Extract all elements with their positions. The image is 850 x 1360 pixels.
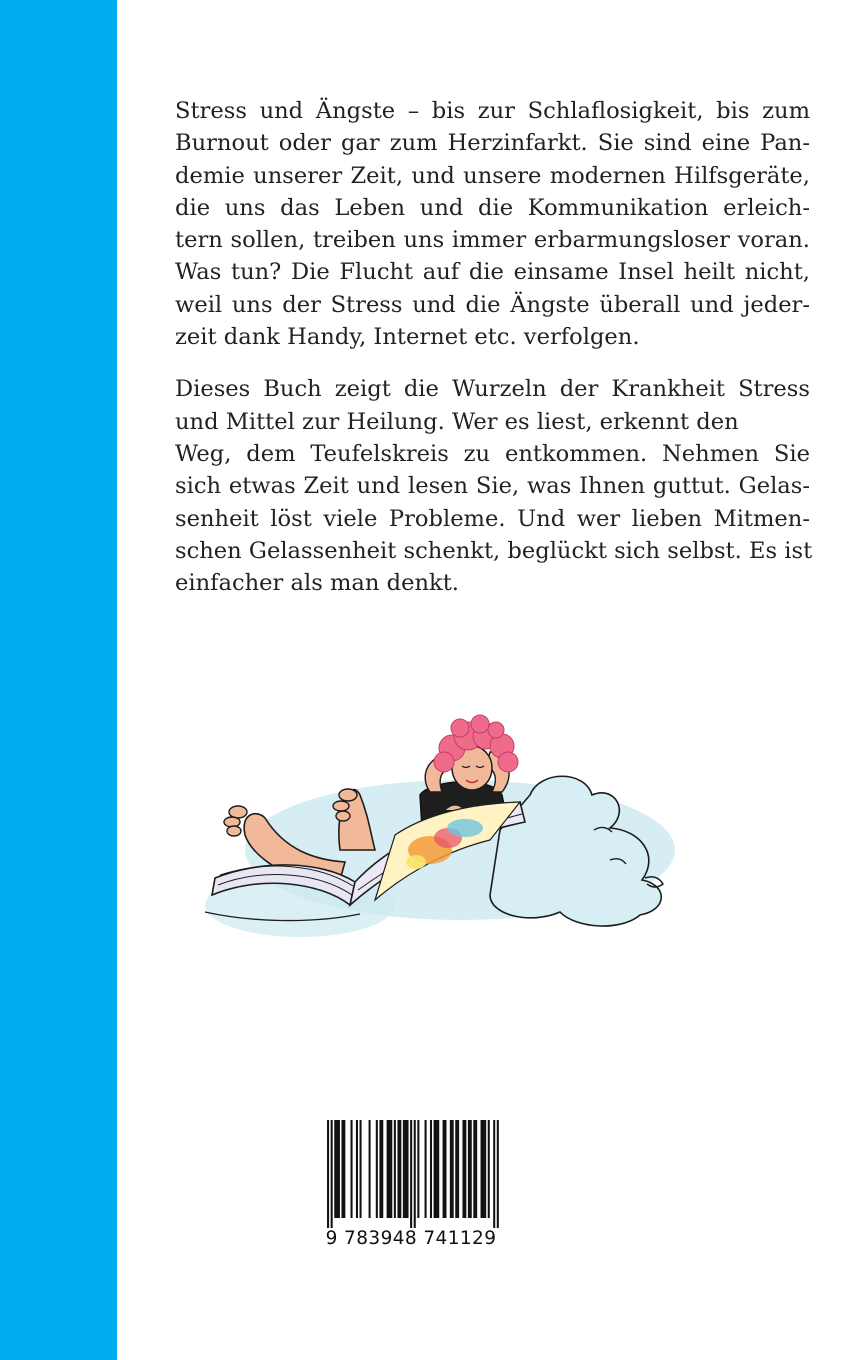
blurb-line: weil uns der Stress und die Ängste überall und jeder- <box>175 291 810 318</box>
blurb-line: einfacher als man denkt. <box>175 570 459 597</box>
barcode-bar <box>475 1120 477 1218</box>
barcode-bar <box>450 1120 452 1218</box>
barcode-bar <box>457 1120 459 1218</box>
barcode-bar <box>343 1120 345 1218</box>
blurb-line: Weg, dem Teufelskreis zu entkommen. Nehmen Sie <box>175 440 810 467</box>
spine-color-band <box>0 0 117 1360</box>
barcode-bar <box>443 1120 445 1218</box>
back-cover-blurb <box>175 95 813 599</box>
barcode-bar <box>493 1120 495 1228</box>
barcode-bar <box>379 1120 381 1218</box>
barcode-bars <box>318 1118 504 1228</box>
barcode-bar <box>488 1120 490 1218</box>
blurb-line: Stress und Ängste – bis zur Schlaflosigkeit, bis zum <box>175 98 810 124</box>
barcode-bar <box>334 1120 336 1218</box>
barcode-bar <box>414 1120 416 1228</box>
barcode-bar <box>399 1120 401 1218</box>
barcode-bar <box>338 1120 340 1218</box>
barcode-bar <box>434 1120 436 1218</box>
barcode-bar <box>417 1120 419 1218</box>
barcode-bar <box>351 1120 353 1218</box>
barcode-bar <box>468 1120 470 1218</box>
barcode-bar <box>336 1120 338 1218</box>
barcode-bar <box>369 1120 371 1218</box>
barcode-bar <box>462 1120 464 1218</box>
blurb-line: Burnout oder gar zum Herzinfarkt. Sie sind eine Pan- <box>175 130 810 157</box>
barcode-bar <box>482 1120 484 1218</box>
barcode-bar <box>452 1120 454 1218</box>
barcode-bar <box>464 1120 466 1218</box>
blurb-line: Was tun? Die Flucht auf die einsame Insel heilt nicht, <box>175 259 810 286</box>
barcode-bar <box>327 1120 329 1228</box>
blurb-line: die uns das Leben und die Kommunikation erleich- <box>175 194 810 221</box>
barcode-bar <box>406 1120 408 1218</box>
barcode-bar <box>425 1120 427 1218</box>
isbn-barcode <box>318 1118 504 1264</box>
barcode-bar <box>437 1120 439 1218</box>
barcode-bar <box>403 1120 405 1218</box>
barcode-bar <box>331 1120 333 1228</box>
barcode-bar <box>430 1120 432 1218</box>
blurb-line: tern sollen, treiben uns immer erbarmungsloser voran. <box>175 227 810 254</box>
barcode-bar <box>356 1120 358 1218</box>
barcode-bar <box>410 1120 412 1228</box>
barcode-bar <box>388 1120 390 1218</box>
barcode-bar <box>444 1120 446 1218</box>
blurb-paragraph-2 <box>175 373 813 599</box>
barcode-bar <box>481 1120 483 1218</box>
relaxing-reader-illustration <box>190 700 700 960</box>
barcode-bar <box>390 1120 392 1218</box>
blurb-line: zeit dank Handy, Internet etc. verfolgen. <box>175 324 640 351</box>
barcode-bar <box>484 1120 486 1218</box>
barcode-bar <box>360 1120 362 1218</box>
barcode-bar <box>497 1120 499 1228</box>
blurb-paragraph-1 <box>175 95 810 353</box>
barcode-bar <box>470 1120 472 1218</box>
blurb-line: senheit löst viele Probleme. Und wer lieben Mitmen- <box>175 505 810 532</box>
blurb-line: demie unserer Zeit, und unsere modernen Hilfsgeräte, <box>175 162 810 189</box>
blurb-line: sich etwas Zeit und lesen Sie, was Ihnen guttut. Gelas- <box>175 473 810 500</box>
barcode-bar <box>405 1120 407 1218</box>
blurb-line: schen Gelassenheit schenkt, beglückt sich selbst. Es ist <box>175 537 813 564</box>
barcode-bar <box>435 1120 437 1218</box>
barcode-bar <box>341 1120 343 1218</box>
barcode-bar <box>473 1120 475 1218</box>
barcode-bar <box>394 1120 396 1218</box>
barcode-bar <box>376 1120 378 1218</box>
blurb-line: Dieses Buch zeigt die Wurzeln der Krankheit Stress <box>175 376 810 403</box>
blurb-line: und Mittel zur Heilung. Wer es liest, erkennt den <box>175 408 739 435</box>
barcode-bar <box>455 1120 457 1218</box>
barcode-bar <box>381 1120 383 1218</box>
foot-left <box>224 806 247 836</box>
barcode-bar <box>397 1120 399 1218</box>
barcode-bar <box>387 1120 389 1218</box>
isbn-number: 9 783948 741129 <box>325 1228 497 1249</box>
